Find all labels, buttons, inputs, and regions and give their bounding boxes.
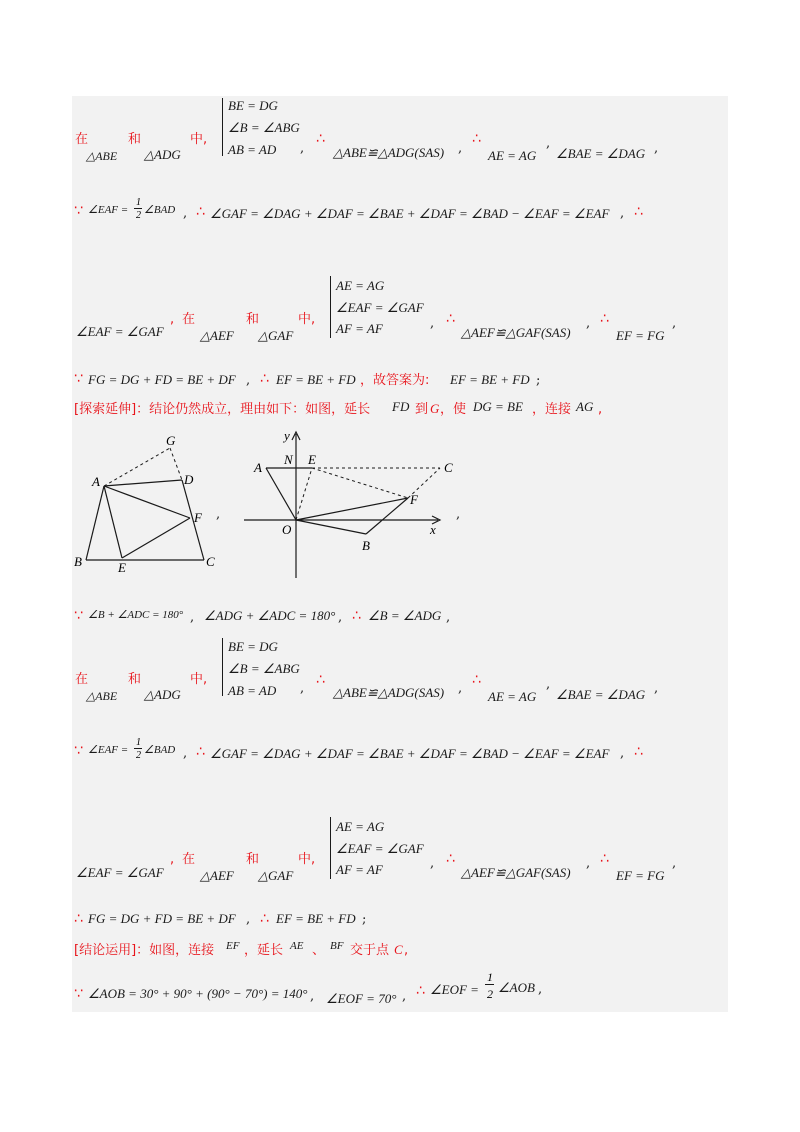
therefore-symbol: ∴ <box>196 744 205 760</box>
therefore-symbol: ∴ <box>416 983 425 999</box>
point-label: C <box>394 942 403 957</box>
triangle-gaf: △GAF <box>258 328 294 343</box>
equation: ∠EOF = <box>430 982 479 997</box>
zhong-4: 中, <box>298 852 316 867</box>
comma: , <box>586 856 591 871</box>
congruence-statement: △ABE≌△ADG(SAS) <box>333 685 445 700</box>
zai-1: 在 <box>75 132 89 147</box>
comma: , <box>246 912 251 927</box>
triangle-adg: △ADG <box>144 147 181 162</box>
system-brace <box>222 98 223 156</box>
therefore-symbol: ∴ <box>260 911 269 927</box>
text: 到 <box>415 402 429 417</box>
fraction-bar <box>134 748 142 749</box>
equation: ∠BAD <box>144 204 176 216</box>
section-heading-text: [结论运用]：如图，连接 <box>74 943 215 958</box>
label-a: A <box>254 460 262 475</box>
system-brace <box>222 638 223 696</box>
therefore-symbol: ∴ <box>74 911 83 927</box>
equation: ∠EAF = ∠GAF <box>76 865 164 880</box>
segment-bf <box>366 498 408 534</box>
therefore-symbol: ∴ <box>634 744 643 760</box>
segment-af <box>104 486 190 518</box>
equation: EF = BE + FD <box>276 911 356 926</box>
comma: , <box>190 610 195 625</box>
equation: ∠EAF = ∠GAF <box>76 324 164 339</box>
zai-2: 在 <box>182 312 196 327</box>
equation: FG = DG + FD = BE + DF <box>88 372 236 387</box>
segment-ad <box>104 480 182 486</box>
he-1: 和 <box>128 132 142 147</box>
he-2: 和 <box>246 312 260 327</box>
label-d: D <box>184 472 194 487</box>
system-line: ∠B = ∠ABG <box>228 661 300 676</box>
segment-label: BF <box>330 940 344 952</box>
equation: ∠AOB <box>498 980 535 995</box>
comma: , <box>404 943 409 958</box>
point-label: G <box>430 401 440 416</box>
segment-ao <box>266 468 296 520</box>
equation: ∠ADG + ∠ADC = 180° <box>204 608 336 623</box>
therefore-symbol: ∴ <box>600 311 609 327</box>
comma: , <box>458 141 463 156</box>
comma: , <box>546 677 551 692</box>
because-symbol: ∵ <box>74 608 83 624</box>
therefore-symbol: ∴ <box>260 371 269 387</box>
semicolon: ; <box>536 373 541 388</box>
system-line: ∠B = ∠ABG <box>228 120 300 135</box>
text: 交于点 <box>350 943 390 958</box>
label-b: B <box>362 538 370 553</box>
system-line: AB = AD <box>228 142 277 157</box>
because-symbol: ∵ <box>74 203 83 219</box>
therefore-symbol: ∴ <box>472 131 481 147</box>
comma: , <box>458 681 463 696</box>
text: ，使 <box>440 402 467 417</box>
comma: , <box>300 141 305 156</box>
segment-label: AG <box>576 399 594 414</box>
section-heading-text: [探索延伸]：结论仍然成立，理由如下：如图，延长 <box>74 402 371 417</box>
equation: ∠B + ∠ADC = 180° <box>88 609 184 621</box>
label-n: N <box>284 452 293 467</box>
therefore-symbol: ∴ <box>472 672 481 688</box>
therefore-symbol: ∴ <box>446 311 455 327</box>
comma: , <box>183 206 188 221</box>
label-a: A <box>92 474 100 489</box>
zhong-3: 中, <box>190 672 208 687</box>
triangle-aef: △AEF <box>200 868 234 883</box>
fraction-bar <box>134 208 142 209</box>
triangle-abe: △ABE <box>86 149 118 163</box>
fraction-numerator: 1 <box>136 737 141 748</box>
fraction-denominator: 2 <box>136 750 141 761</box>
fraction-denominator: 2 <box>136 210 141 221</box>
system-line: AE = AG <box>336 819 385 834</box>
fraction-bar <box>485 984 494 985</box>
equation: ∠B = ∠ADG <box>368 608 442 623</box>
system-line: BE = DG <box>228 98 278 113</box>
comma: , <box>654 141 659 156</box>
triangle-aef: △AEF <box>200 328 234 343</box>
text: ，延长 <box>244 943 284 958</box>
comma: , <box>586 316 591 331</box>
text: ，连接 <box>532 402 572 417</box>
figure-quadrilateral <box>70 430 230 578</box>
comma: , <box>430 316 435 331</box>
label-e: E <box>118 560 126 575</box>
semicolon: ; <box>362 912 367 927</box>
triangle-adg: △ADG <box>144 687 181 702</box>
comma: , <box>183 746 188 761</box>
comma: , <box>402 989 407 1004</box>
segment-oe-dashed <box>296 468 312 520</box>
zai-4: 在 <box>182 852 196 867</box>
label-e: E <box>308 452 316 467</box>
system-line: AE = AG <box>336 278 385 293</box>
comma: , <box>456 507 461 522</box>
equation: EF = FG <box>616 868 665 883</box>
label-x: x <box>430 522 436 537</box>
equation: EF = BE + FD <box>276 372 356 387</box>
congruence-statement: △AEF≌△GAF(SAS) <box>461 865 571 880</box>
because-symbol: ∵ <box>74 743 83 759</box>
comma: , <box>216 507 221 522</box>
segment-of <box>296 498 408 520</box>
fraction-numerator: 1 <box>487 970 493 984</box>
system-line: ∠EAF = ∠GAF <box>336 300 424 315</box>
segment-ef <box>122 518 190 558</box>
comma: , <box>672 316 677 331</box>
answer: EF = BE + FD <box>450 372 530 387</box>
comma: , <box>598 402 603 417</box>
label-o: O <box>282 522 292 537</box>
he-4: 和 <box>246 852 260 867</box>
label-g: G <box>166 433 176 448</box>
comma: , <box>546 136 551 151</box>
equation: ∠EOF = 70° <box>326 991 397 1006</box>
label-f: F <box>410 492 418 507</box>
equation: ∠AOB = 30° + 90° + (90° − 70°) = 140° <box>88 986 308 1001</box>
segment-ab <box>86 486 104 560</box>
equation: AE = AG <box>488 689 537 704</box>
therefore-symbol: ∴ <box>316 131 325 147</box>
segment-ef-dashed <box>312 468 408 498</box>
fraction-numerator: 1 <box>136 197 141 208</box>
label-c: C <box>444 460 453 475</box>
equation: EF = FG <box>616 328 665 343</box>
segment-label: EF <box>226 940 240 952</box>
text: 、 <box>312 943 326 958</box>
equation: ∠EAF = <box>88 204 129 216</box>
label-y: y <box>284 428 290 443</box>
equation: ∠BAD <box>144 744 176 756</box>
therefore-symbol: ∴ <box>316 672 325 688</box>
equation: ∠BAE = ∠DAG <box>556 687 646 702</box>
equation: ∠BAE = ∠DAG <box>556 146 646 161</box>
zhong-1: 中, <box>190 132 208 147</box>
comma: , <box>300 681 305 696</box>
comma: , <box>170 312 175 327</box>
label-b: B <box>74 554 82 569</box>
comma: , <box>246 373 251 388</box>
because-symbol: ∵ <box>74 371 83 387</box>
triangle-abe: △ABE <box>86 689 118 703</box>
label-c: C <box>206 554 215 569</box>
therefore-symbol: ∴ <box>634 204 643 220</box>
because-symbol: ∵ <box>74 986 83 1002</box>
comma: , <box>620 206 625 221</box>
system-line: ∠EAF = ∠GAF <box>336 841 424 856</box>
comma: , <box>338 610 343 625</box>
equation-main: ∠GAF = ∠DAG + ∠DAF = ∠BAE + ∠DAF = ∠BAD − ∠EAF = ∠EAF <box>210 206 610 221</box>
equation: DG = BE <box>473 399 523 414</box>
triangle-gaf: △GAF <box>258 868 294 883</box>
comma: , <box>620 746 625 761</box>
segment-gd-dashed <box>170 448 182 480</box>
congruence-statement: △ABE≌△ADG(SAS) <box>333 145 445 160</box>
comma: , <box>538 982 543 997</box>
system-brace <box>330 817 331 879</box>
equation: FG = DG + FD = BE + DF <box>88 911 236 926</box>
system-line: AB = AD <box>228 683 277 698</box>
comma: , <box>170 852 175 867</box>
comma: , <box>446 610 451 625</box>
segment-ag-dashed <box>104 448 170 486</box>
system-line: AF = AF <box>336 321 383 336</box>
he-3: 和 <box>128 672 142 687</box>
answer-label: ，故答案为: <box>360 373 430 388</box>
segment-label: FD <box>392 399 410 414</box>
comma: , <box>430 856 435 871</box>
zhong-2: 中, <box>298 312 316 327</box>
equation: ∠EAF = <box>88 744 129 756</box>
comma: , <box>310 989 315 1004</box>
therefore-symbol: ∴ <box>196 204 205 220</box>
system-line: BE = DG <box>228 639 278 654</box>
segment-label: AE <box>290 940 304 952</box>
segment-ob <box>296 520 366 534</box>
label-f: F <box>194 510 202 525</box>
equation-main: ∠GAF = ∠DAG + ∠DAF = ∠BAE + ∠DAF = ∠BAD − ∠EAF = ∠EAF <box>210 746 610 761</box>
system-brace <box>330 276 331 338</box>
comma: , <box>654 681 659 696</box>
equation: AE = AG <box>488 148 537 163</box>
fraction-denominator: 2 <box>487 987 493 1001</box>
therefore-symbol: ∴ <box>600 851 609 867</box>
figure-coordinate <box>240 428 460 582</box>
segment-ae <box>104 486 122 558</box>
comma: , <box>672 856 677 871</box>
congruence-statement: △AEF≌△GAF(SAS) <box>461 325 571 340</box>
therefore-symbol: ∴ <box>446 851 455 867</box>
therefore-symbol: ∴ <box>352 608 361 624</box>
zai-3: 在 <box>75 672 89 687</box>
system-line: AF = AF <box>336 862 383 877</box>
